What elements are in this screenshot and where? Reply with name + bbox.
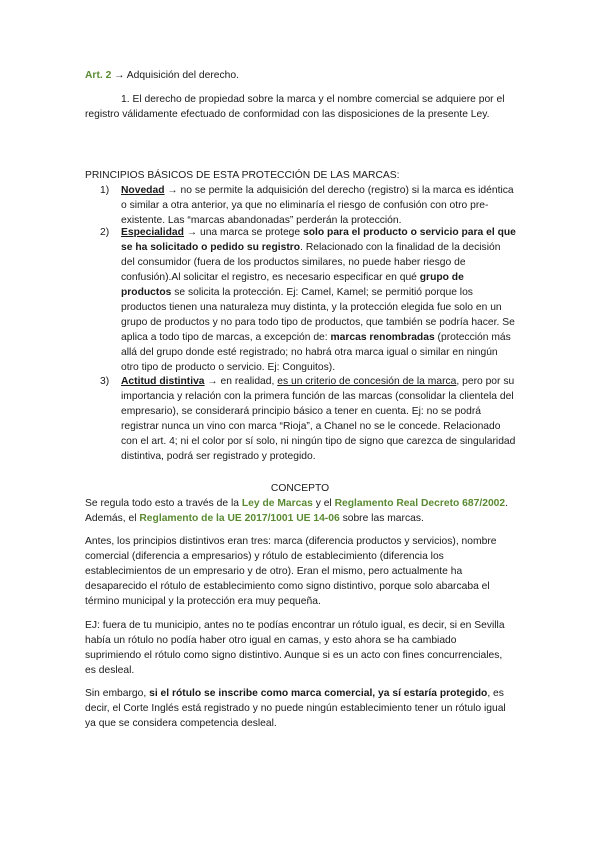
- text-run: y el: [312, 498, 335, 509]
- list-text: [121, 225, 516, 375]
- text-run: . Relacionado con la finalidad de la decisión del consumidor (fuera de los productos similares, no puede haber riesgo de confusión).Al solicitar el registro, es necesario especificar en qué: [121, 242, 501, 283]
- text-run: Se regula todo esto a través de la: [85, 498, 242, 509]
- principle-term: Novedad: [121, 185, 165, 196]
- text-run: , pero por su importancia y relación con la primera función de las marcas (consolidar la clientela del empresario), se considerará principio básico a tener en cuenta. Ej: no se podrá registrar nunca un vino con marca “Rioja”, a Chanel no se le concede. Relacionado con el art. 4; ni el color por sí solo, ni ningún tipo de signo que carezca de singularidad distintiva, podrá ser registrado y protegido.: [121, 376, 516, 462]
- text-run: . Además, el: [85, 498, 509, 524]
- list-text: [121, 374, 516, 464]
- list-number: 1): [100, 185, 110, 196]
- bold-run: grupo de productos: [121, 272, 464, 298]
- text-run: se solicita la protección. Ej: Camel, Kamel; se permitió porque los productos tienen una naturaleza muy distinta, y la protección elegida fue solo en un grupo de productos y no para todo tipo de productos, que también se podría hacer. Se aplica a todo tipo de marcas, a excepción de:: [121, 287, 515, 343]
- list-text: [121, 183, 516, 228]
- concept-heading: CONCEPTO: [270, 483, 330, 494]
- law-reference: Ley de Marcas: [241, 498, 313, 509]
- history-paragraph: Antes, los principios distintivos eran tres: marca (diferencia productos y servicios), nombre comercial (diferencia a empresarios) y rótulo de establecimiento (diferencia los establecimientos de un empresario y de otro). Eran el mismo, pero actualmente ha desaparecido el rótulo de establecimiento como signo distintivo, porque solo abarcaba el término municipal y la protección era muy pequeña.: [85, 536, 497, 607]
- text-run: → en realidad,: [204, 376, 278, 387]
- article-heading: [85, 70, 239, 81]
- text-run: → una marca se protege: [183, 227, 304, 238]
- underlined-run: es un criterio de concesión de la marca: [277, 376, 457, 387]
- text-run: (protección más allá del grupo donde esté registrado; no habrá otra marca igual o similar en ningún otro tipo de producto o servicio. Ej: Conguitos).: [121, 332, 511, 373]
- bold-run: solo para el producto o servicio para el que se ha solicitado o pedido su registro: [121, 227, 516, 253]
- arrow-icon: →: [114, 70, 125, 81]
- article-title: Adquisición del derecho.: [126, 70, 239, 81]
- article-label: Art. 2: [85, 70, 112, 81]
- concept-paragraph: [85, 496, 515, 526]
- principle-term: Especialidad: [121, 227, 184, 238]
- principle-description: → no se permite la adquisición del derecho (registro) si la marca es idéntica o similar a otra anterior, ya que no eliminaría el riesgo de confusión con otro pre-existente. Las “marcas abandonadas” perderán la protección.: [121, 185, 514, 226]
- bold-run: marcas renombradas: [330, 332, 435, 343]
- list-number: 2): [100, 227, 110, 238]
- principles-heading: PRINCIPIOS BÁSICOS DE ESTA PROTECCIÓN DE LAS MARCAS:: [85, 170, 400, 181]
- law-reference: Reglamento Real Decreto 687/2002: [334, 498, 506, 509]
- principle-term: Actitud distintiva: [121, 376, 205, 387]
- text-run: sobre las marcas.: [339, 513, 424, 524]
- list-number: 3): [100, 376, 110, 387]
- conclusion-paragraph: [85, 686, 515, 731]
- example-paragraph: EJ: fuera de tu municipio, antes no te podías encontrar un rótulo igual, es decir, si en Sevilla había un rótulo no podía haber otro igual en camas, y esto ahora se ha cambiado suprimiendo el rótulo como signo distintivo. Aunque si es un acto con fines concurrenciales, es desleal.: [85, 620, 505, 676]
- bold-run: si el rótulo se inscribe como marca comercial, ya sí estaría protegido: [149, 688, 488, 699]
- text-run: Sin embargo,: [85, 688, 150, 699]
- article-paragraph: 1. El derecho de propiedad sobre la marca y el nombre comercial se adquiere por el registro válidamente efectuado de conformidad con las disposiciones de la presente Ley.: [85, 94, 505, 120]
- text-run: , es decir, el Corte Inglés está registrado y no puede ningún establecimiento tener un rótulo igual ya que se considera competencia desleal.: [85, 688, 506, 729]
- law-reference: Reglamento de la UE 2017/1001 UE 14-06: [139, 513, 340, 524]
